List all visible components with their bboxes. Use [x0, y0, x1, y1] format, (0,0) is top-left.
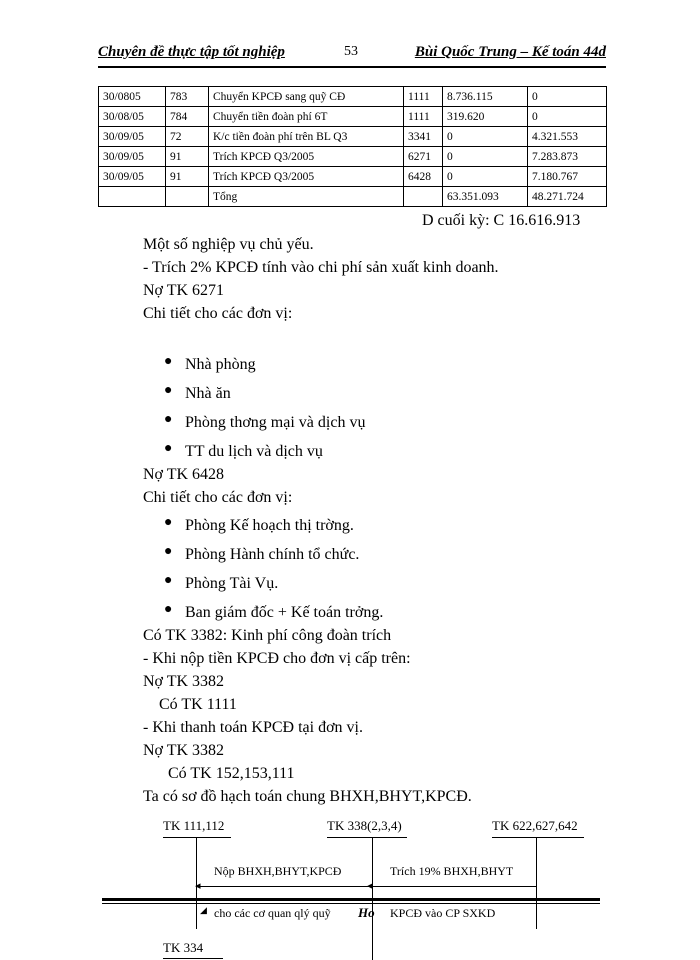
- flow-right-arrow-line: [372, 886, 536, 887]
- acct-right-rule: [492, 837, 584, 838]
- overlap-mark: Ho: [358, 905, 375, 920]
- table-row: [99, 87, 607, 107]
- bullet-dot-icon: ●: [164, 602, 173, 617]
- ledger-table: [98, 86, 607, 207]
- table-cell: Trích KPCĐ Q3/2005: [209, 147, 404, 167]
- table-cell: K/c tiền đoàn phí trên BL Q3: [209, 127, 404, 147]
- flow-left-top: Nộp BHXH,BHYT,KPCĐ: [214, 864, 342, 878]
- table-cell: 63.351.093: [443, 187, 528, 207]
- bullet-dot-icon: ●: [164, 515, 173, 530]
- debit-3382-b: Nợ TK 3382: [143, 742, 225, 759]
- list-item: Phòng Kế hoạch thị trờng.: [185, 517, 354, 534]
- table-cell: 91: [166, 147, 209, 167]
- table-cell: 784: [166, 107, 209, 127]
- list-item: Phòng thơng mại và dịch vụ: [185, 414, 366, 431]
- table-row: [99, 107, 607, 127]
- page-number: 53: [344, 44, 358, 59]
- table-cell: [404, 187, 443, 207]
- table-cell: 8.736.115: [443, 87, 528, 107]
- bullet-dot-icon: ●: [164, 573, 173, 588]
- table-cell: 6428: [404, 167, 443, 187]
- accounting-diagram: [0, 810, 700, 960]
- table-cell: 6271: [404, 147, 443, 167]
- divider-thin: [102, 903, 600, 904]
- acct-right-axis: [536, 837, 537, 929]
- item-3-text: - Khi thanh toán KPCĐ tại đơn vị.: [143, 719, 363, 736]
- table-total-row: [99, 187, 607, 207]
- table-cell: 0: [443, 167, 528, 187]
- list-item: Phòng Hành chính tổ chức.: [185, 546, 360, 563]
- table-cell: 1111: [404, 107, 443, 127]
- item-1-text: - Trích 2% KPCĐ tính vào chi phí sản xuất kinh doanh.: [143, 259, 499, 276]
- table-cell: 4.321.553: [528, 127, 607, 147]
- flow-left-bottom: cho các cơ quan qlý quỹ: [214, 906, 331, 920]
- acct-bottom-label: TK 334: [163, 940, 204, 955]
- table-cell: 0: [528, 87, 607, 107]
- table-row: [99, 147, 607, 167]
- table-cell: 783: [166, 87, 209, 107]
- table-cell: 48.271.724: [528, 187, 607, 207]
- credit-1111: Có TK 1111: [159, 696, 237, 713]
- table-cell: Chuyển KPCĐ sang quỹ CĐ: [209, 87, 404, 107]
- header-right-title: Bùi Quốc Trung – Kế toán 44d: [414, 44, 606, 60]
- table-cell: Trích KPCĐ Q3/2005: [209, 167, 404, 187]
- table-cell: 72: [166, 127, 209, 147]
- acct-left-rule: [163, 837, 231, 838]
- flow-left-arrow-line: [196, 886, 372, 887]
- debit-6271: Nợ TK 6271: [143, 282, 225, 299]
- bullet-dot-icon: ●: [164, 544, 173, 559]
- acct-left-label: TK 111,112: [163, 818, 225, 833]
- flow-right-top: Trích 19% BHXH,BHYT: [390, 864, 514, 878]
- list-item: Phòng Tài Vụ.: [185, 575, 279, 592]
- header-left-title: Chuyên đề thực tập tốt nghiệp: [98, 44, 285, 60]
- table-cell: 30/09/05: [99, 167, 166, 187]
- table-cell: 3341: [404, 127, 443, 147]
- acct-mid-label: TK 338(2,3,4): [327, 818, 402, 833]
- table-cell: 0: [528, 107, 607, 127]
- detail-label-2: Chi tiết cho các đơn vị:: [143, 489, 293, 506]
- table-cell: 0: [443, 147, 528, 167]
- closing-balance: D cuối kỳ: C 16.616.913: [422, 212, 581, 229]
- table-cell: 7.180.767: [528, 167, 607, 187]
- bullet-dot-icon: ●: [164, 412, 173, 427]
- acct-mid-rule: [327, 837, 407, 838]
- intro-text: Một số nghiệp vụ chủ yếu.: [143, 236, 314, 253]
- credit-3382: Có TK 3382: Kinh phí công đoàn trích: [143, 627, 392, 644]
- table-cell: [99, 187, 166, 207]
- debit-6428: Nợ TK 6428: [143, 466, 225, 483]
- divider-thick: [102, 898, 600, 901]
- debit-3382-a: Nợ TK 3382: [143, 673, 225, 690]
- table-cell: 30/09/05: [99, 127, 166, 147]
- header-rule: [98, 66, 606, 68]
- credit-multi: Có TK 152,153,111: [168, 765, 295, 782]
- acct-right-label: TK 622,627,642: [492, 818, 578, 833]
- table-cell: 30/0805: [99, 87, 166, 107]
- table-cell: 1111: [404, 87, 443, 107]
- table-cell: 91: [166, 167, 209, 187]
- arrow-head-icon: ◂: [195, 880, 201, 892]
- table-cell: 7.283.873: [528, 147, 607, 167]
- table-cell: [166, 187, 209, 207]
- list-item: Nhà ăn: [185, 385, 231, 402]
- table-cell: 319.620: [443, 107, 528, 127]
- table-row: [99, 127, 607, 147]
- page-header: [98, 44, 606, 66]
- table-cell: 30/09/05: [99, 147, 166, 167]
- table-cell: Chuyển tiền đoàn phí 6T: [209, 107, 404, 127]
- table-row: [99, 167, 607, 187]
- arrow-head-icon: ◂: [367, 880, 373, 892]
- bullet-dot-icon: ●: [164, 354, 173, 369]
- bullet-dot-icon: ●: [164, 441, 173, 456]
- flow-right-bottom: KPCĐ vào CP SXKD: [390, 906, 496, 920]
- table-cell: Tổng: [209, 187, 404, 207]
- arrow-head-icon: ◢: [200, 905, 207, 915]
- detail-label-1: Chi tiết cho các đơn vị:: [143, 305, 293, 322]
- diagram-intro: Ta có sơ đồ hạch toán chung BHXH,BHYT,KPCĐ.: [143, 788, 472, 805]
- table-cell: 0: [443, 127, 528, 147]
- list-item: TT du lịch và dịch vụ: [185, 443, 323, 460]
- item-2-text: - Khi nộp tiền KPCĐ cho đơn vị cấp trên:: [143, 650, 411, 667]
- acct-bottom-rule: [163, 958, 223, 959]
- bullet-dot-icon: ●: [164, 383, 173, 398]
- table-cell: 30/08/05: [99, 107, 166, 127]
- list-item: Ban giám đốc + Kế toán trởng.: [185, 604, 384, 621]
- list-item: Nhà phòng: [185, 356, 256, 373]
